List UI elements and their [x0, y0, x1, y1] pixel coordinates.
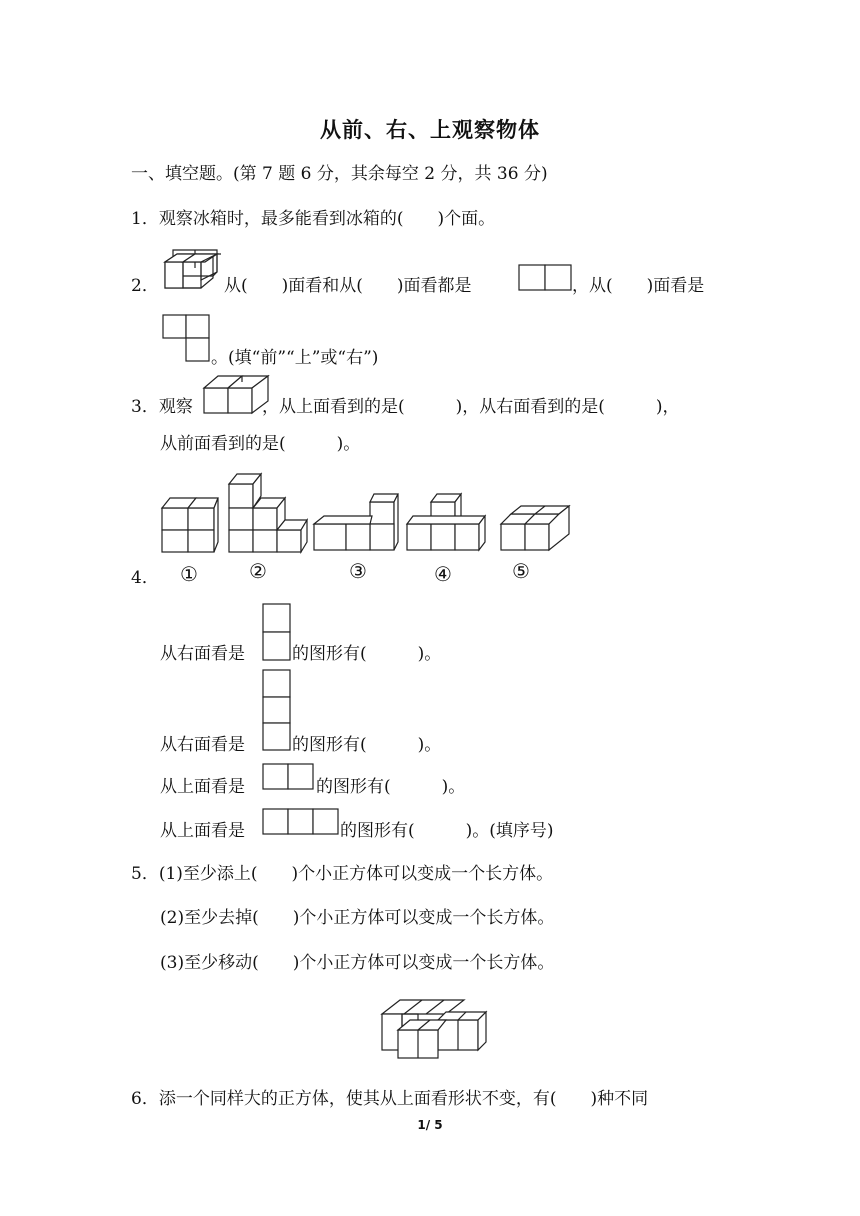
question-3-part-c: 从前面看到的是( )。: [160, 434, 361, 454]
figure-2-label: ②: [249, 559, 267, 583]
q4-line-1-a: 从右面看是: [160, 644, 245, 664]
question-2-part-c: 。(填“前”“上”或“右”): [211, 348, 379, 368]
q4-line-3-a: 从上面看是: [160, 777, 245, 797]
page-number: 1/ 5: [417, 1118, 443, 1132]
q4-view-three-stack: [262, 669, 292, 753]
figure-4: [405, 492, 489, 554]
section-heading: 一、填空题。(第 7 题 6 分，其余每空 2 分，共 36 分): [131, 164, 548, 184]
question-3-part-b: ，从上面看到的是( )，从右面看到的是( )，: [262, 397, 680, 417]
figure-5: [499, 504, 573, 552]
figure-2: [227, 472, 311, 554]
question-3-part-a: 3．观察: [131, 397, 193, 417]
figure-5-label: ⑤: [512, 559, 530, 583]
q4-line-1-b: 的图形有( )。: [292, 644, 442, 664]
question-5-part-3: (3)至少移动( )个小正方体可以变成一个长方体。: [160, 953, 555, 973]
figure-3: [312, 492, 400, 554]
q4-line-4-a: 从上面看是: [160, 821, 245, 841]
question-5-part-1: 5．(1)至少添上( )个小正方体可以变成一个长方体。: [131, 864, 554, 884]
q4-view-two-row: [262, 763, 316, 791]
q4-line-4-b: 的图形有( )。(填序号): [340, 821, 554, 841]
q2-view-l-shape: [162, 314, 212, 364]
q4-view-two-stack: [262, 603, 292, 663]
q4-line-2-b: 的图形有( )。: [292, 735, 442, 755]
question-2-number: 2．: [131, 276, 159, 296]
q4-line-3-b: 的图形有( )。: [316, 777, 466, 797]
figure-1-label: ①: [180, 562, 198, 586]
page-title: 从前、右、上观察物体: [320, 118, 540, 142]
question-2-part-a: 从( )面看和从( )面看都是: [224, 276, 472, 296]
q4-line-2-a: 从右面看是: [160, 735, 245, 755]
question-5-part-2: (2)至少去掉( )个小正方体可以变成一个长方体。: [160, 908, 555, 928]
figure-3-label: ③: [349, 559, 367, 583]
q2-cube-figure: [163, 248, 223, 292]
figure-4-label: ④: [434, 562, 452, 586]
q5-cube-figure: [378, 996, 486, 1060]
q4-view-three-row: [262, 808, 340, 836]
figure-1: [160, 494, 222, 554]
question-4-number: 4．: [131, 568, 159, 588]
question-1: 1．观察冰箱时，最多能看到冰箱的( )个面。: [131, 209, 496, 229]
question-2-part-b: ，从( )面看是: [572, 276, 705, 296]
q2-view-two-squares: [518, 264, 572, 292]
question-6: 6．添一个同样大的正方体，使其从上面看形状不变，有( )种不同: [131, 1089, 649, 1109]
